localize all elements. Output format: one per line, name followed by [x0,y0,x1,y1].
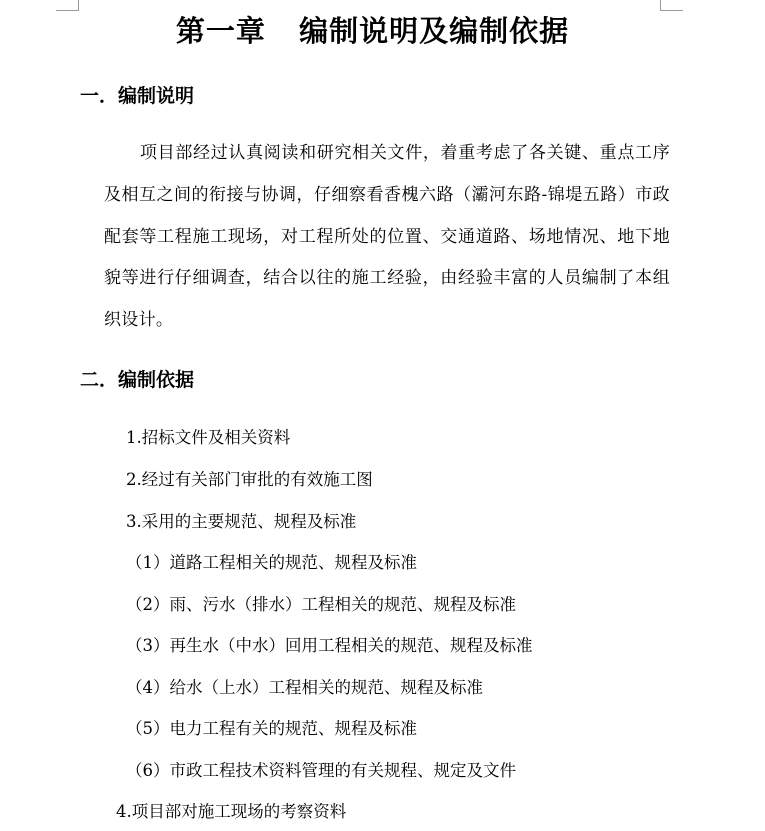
list-item: （4）给水（上水）工程相关的规范、规程及标准 [126,678,483,697]
list-item: （6）市政工程技术资料管理的有关规程、规定及文件 [126,761,516,780]
chapter-title: 第一章 编制说明及编制依据 [175,14,570,48]
list-item: （5）电力工程有关的规范、规程及标准 [126,719,417,738]
list-item: 4.项目部对施工现场的考察资料 [116,802,347,821]
list-item: 2.经过有关部门审批的有效施工图 [126,470,373,489]
crop-mark-top-right [660,0,683,11]
list-item: 3.采用的主要规范、规程及标准 [126,512,357,531]
section-heading-basis: 二．编制依据 [80,369,195,391]
crop-mark-top-left [56,0,79,11]
section-heading-explanation: 一．编制说明 [80,85,195,107]
list-item: （1）道路工程相关的规范、规程及标准 [126,553,417,572]
explanation-paragraph: 项目部经过认真阅读和研究相关文件，着重考虑了各关键、重点工序及相互之间的衔接与协调，仔细察看香槐六路（灞河东路-锦堤五路）市政配套等工程施工现场，对工程所处的位置、交通道路、场地情况、地下地貌等进行仔细调查，结合以往的施工经验，由经验丰富的人员编制了本组织设计。 [104,143,670,331]
list-item: （3）再生水（中水）回用工程相关的规范、规程及标准 [126,636,533,655]
list-item: （2）雨、污水（排水）工程相关的规范、规程及标准 [126,595,516,614]
list-item: 1.招标文件及相关资料 [126,428,291,447]
